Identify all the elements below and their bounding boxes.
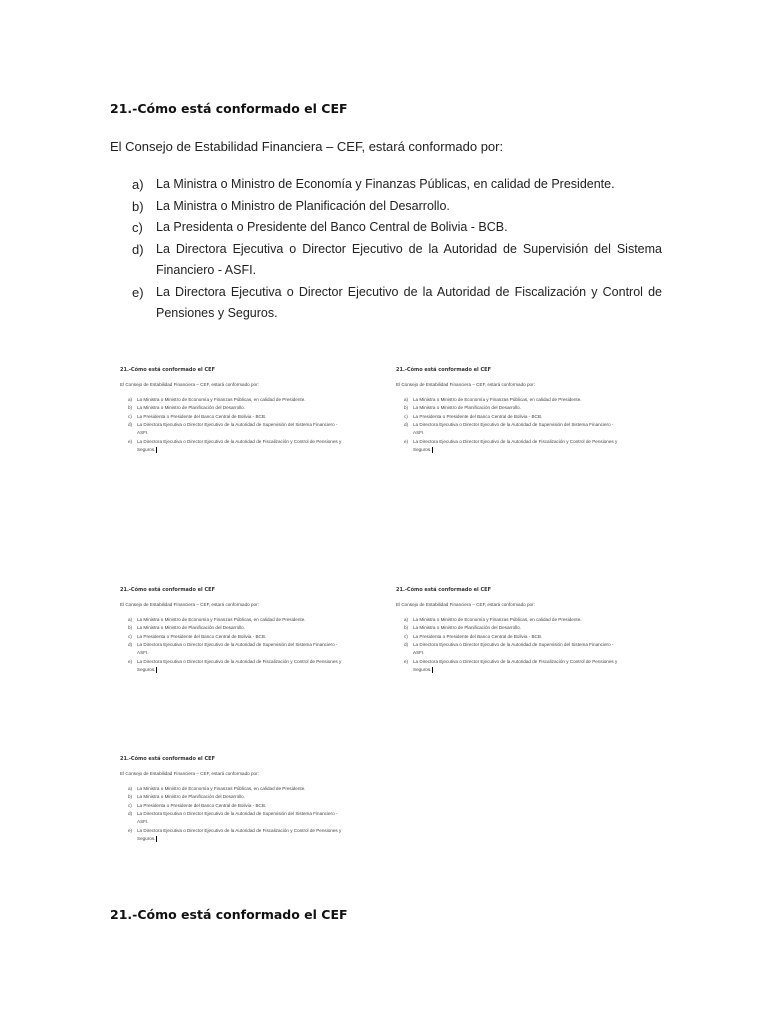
thumbnail-list-item <box>128 658 345 675</box>
thumbnail-list-marker: d) <box>128 811 133 817</box>
list-item <box>132 239 662 282</box>
thumbnail-5 <box>120 755 345 844</box>
thumbnail-list-item <box>404 641 621 658</box>
thumbnail-4 <box>396 586 621 675</box>
thumbnail-list-marker: e) <box>128 827 133 833</box>
thumbnail-list-item <box>404 404 621 412</box>
thumbnail-list-text: La Directora Ejecutiva o Director Ejecutivo de la Autoridad de Fiscalización y Control de Pensiones y Seguros. <box>137 658 342 673</box>
thumbnail-list-text: La Presidenta o Presidente del Banco Central de Bolivia - BCB. <box>413 413 543 419</box>
thumbnail-list-marker: e) <box>404 438 409 444</box>
thumbnail-3 <box>120 586 345 675</box>
thumbnail-list-item <box>128 802 345 810</box>
thumbnail-list-text: La Ministra o Ministro de Economía y Finanzas Públicas, en calidad de Presidente. <box>137 396 306 402</box>
thumbnail-list-text: La Directora Ejecutiva o Director Ejecutivo de la Autoridad de Fiscalización y Control de Pensiones y Seguros. <box>137 827 342 842</box>
thumbnail-list <box>128 616 345 675</box>
thumbnail-list-text: La Directora Ejecutiva o Director Ejecutivo de la Autoridad de Fiscalización y Control de Pensiones y Seguros. <box>413 438 618 453</box>
thumbnail-2 <box>396 366 621 455</box>
thumbnail-list-marker: c) <box>404 633 408 639</box>
text-cursor <box>156 836 157 842</box>
thumbnail-list-item <box>128 785 345 793</box>
list-item-text: La Presidenta o Presidente del Banco Central de Bolivia - BCB. <box>156 220 508 234</box>
text-cursor <box>156 667 157 673</box>
thumbnail-list-item <box>404 438 621 455</box>
section-heading: 21.-Cómo está conformado el CEF <box>110 101 348 116</box>
thumbnail-intro: El Consejo de Estabilidad Financiera – CEF, estará conformado por: <box>396 602 535 608</box>
thumbnail-intro: El Consejo de Estabilidad Financiera – CEF, estará conformado por: <box>120 382 259 388</box>
thumbnail-heading: 21.-Cómo está conformado el CEF <box>120 367 216 373</box>
thumbnail-list-marker: a) <box>128 616 133 622</box>
thumbnail-list-text: La Directora Ejecutiva o Director Ejecutivo de la Autoridad de Supervisión del Sistema Financiero - ASFI. <box>137 811 338 825</box>
thumbnail-list-item <box>128 413 345 421</box>
bottom-section-heading: 21.-Cómo está conformado el CEF <box>110 907 348 922</box>
thumbnail-list-marker: b) <box>128 405 133 411</box>
thumbnail-list-text: La Directora Ejecutiva o Director Ejecutivo de la Autoridad de Supervisión del Sistema Financiero - ASFI. <box>137 642 338 656</box>
thumbnail-list-marker: b) <box>128 625 133 631</box>
thumbnail-list <box>404 396 621 455</box>
thumbnail-list-item <box>404 413 621 421</box>
intro-paragraph: El Consejo de Estabilidad Financiera – CEF, estará conformado por: <box>110 139 504 154</box>
thumbnail-list-text: La Ministra o Ministro de Planificación del Desarrollo. <box>137 794 246 800</box>
thumbnail-list-marker: e) <box>128 658 133 664</box>
thumbnail-list-marker: a) <box>404 396 409 402</box>
list-item <box>132 282 662 325</box>
thumbnail-list-item <box>128 810 345 827</box>
thumbnail-intro: El Consejo de Estabilidad Financiera – CEF, estará conformado por: <box>120 771 259 777</box>
thumbnail-list-marker: e) <box>128 438 133 444</box>
thumbnail-heading: 21.-Cómo está conformado el CEF <box>120 756 216 762</box>
thumbnail-list-text: La Directora Ejecutiva o Director Ejecutivo de la Autoridad de Supervisión del Sistema Financiero - ASFI. <box>413 422 614 436</box>
thumbnail-list-item <box>128 793 345 801</box>
thumbnail-list-text: La Presidenta o Presidente del Banco Central de Bolivia - BCB. <box>413 633 543 639</box>
thumbnail-list <box>128 396 345 455</box>
list-item <box>132 196 662 218</box>
thumbnail-list-text: La Ministra o Ministro de Economía y Finanzas Públicas, en calidad de Presidente. <box>137 785 306 791</box>
text-cursor <box>432 667 433 673</box>
thumbnail-1 <box>120 366 345 455</box>
list-marker: c) <box>132 220 143 235</box>
thumbnail-list-text: La Presidenta o Presidente del Banco Central de Bolivia - BCB. <box>137 633 267 639</box>
thumbnail-list-text: La Presidenta o Presidente del Banco Central de Bolivia - BCB. <box>137 413 267 419</box>
thumbnail-heading: 21.-Cómo está conformado el CEF <box>396 367 492 373</box>
thumbnail-list-marker: d) <box>128 422 133 428</box>
thumbnail-list-item <box>128 396 345 404</box>
thumbnail-list-item <box>128 827 345 844</box>
thumbnail-list-text: La Presidenta o Presidente del Banco Central de Bolivia - BCB. <box>137 802 267 808</box>
thumbnail-heading: 21.-Cómo está conformado el CEF <box>396 587 492 593</box>
list-item-text: La Directora Ejecutiva o Director Ejecutivo de la Autoridad de Supervisión del Sistema Financiero - ASFI. <box>156 241 662 277</box>
thumbnail-list-text: La Ministra o Ministro de Economía y Finanzas Públicas, en calidad de Presidente. <box>413 396 582 402</box>
thumbnail-list-marker: d) <box>128 642 133 648</box>
thumbnail-list-marker: b) <box>128 794 133 800</box>
thumbnail-list-text: La Directora Ejecutiva o Director Ejecutivo de la Autoridad de Supervisión del Sistema Financiero - ASFI. <box>413 642 614 656</box>
list-item-text: La Ministra o Ministro de Economía y Finanzas Públicas, en calidad de Presidente. <box>156 177 615 191</box>
thumbnail-list-item <box>404 396 621 404</box>
thumbnail-list-marker: c) <box>128 413 132 419</box>
thumbnail-list-item <box>128 616 345 624</box>
list-item <box>132 217 662 239</box>
thumbnail-list-item <box>128 421 345 438</box>
thumbnail-list-text: La Directora Ejecutiva o Director Ejecutivo de la Autoridad de Supervisión del Sistema Financiero - ASFI. <box>137 422 338 436</box>
thumbnail-list-marker: a) <box>404 616 409 622</box>
thumbnail-list-text: La Ministra o Ministro de Planificación del Desarrollo. <box>413 405 522 411</box>
thumbnail-list-text: La Directora Ejecutiva o Director Ejecutivo de la Autoridad de Fiscalización y Control de Pensiones y Seguros. <box>137 438 342 453</box>
thumbnail-list-item <box>404 616 621 624</box>
text-cursor <box>156 447 157 453</box>
thumbnail-list-marker: c) <box>404 413 408 419</box>
thumbnail-intro: El Consejo de Estabilidad Financiera – CEF, estará conformado por: <box>396 382 535 388</box>
thumbnail-list-item <box>128 633 345 641</box>
thumbnail-list-item <box>128 404 345 412</box>
thumbnail-list-text: La Ministra o Ministro de Planificación del Desarrollo. <box>413 625 522 631</box>
thumbnail-list <box>404 616 621 675</box>
thumbnail-list-marker: d) <box>404 422 409 428</box>
thumbnail-intro: El Consejo de Estabilidad Financiera – CEF, estará conformado por: <box>120 602 259 608</box>
thumbnail-list-item <box>128 438 345 455</box>
thumbnail-list-text: La Ministra o Ministro de Economía y Finanzas Públicas, en calidad de Presidente. <box>137 616 306 622</box>
list-marker: a) <box>132 177 144 192</box>
thumbnail-list-item <box>404 421 621 438</box>
thumbnail-list-text: La Ministra o Ministro de Planificación del Desarrollo. <box>137 405 246 411</box>
list-item-text: La Ministra o Ministro de Planificación del Desarrollo. <box>156 198 450 213</box>
thumbnail-list-item <box>128 624 345 632</box>
list-marker: b) <box>132 198 144 214</box>
thumbnail-list-marker: b) <box>404 405 409 411</box>
thumbnail-list-marker: a) <box>128 396 133 402</box>
thumbnail-list-marker: d) <box>404 642 409 648</box>
list-marker: d) <box>132 241 144 257</box>
thumbnail-list-text: La Directora Ejecutiva o Director Ejecutivo de la Autoridad de Fiscalización y Control de Pensiones y Seguros. <box>413 658 618 673</box>
list-item-text: La Directora Ejecutiva o Director Ejecutivo de la Autoridad de Fiscalización y Control de Pensiones y Seguros. <box>156 284 662 320</box>
thumbnail-list-marker: e) <box>404 658 409 664</box>
members-list <box>132 174 662 325</box>
thumbnail-list-item <box>404 633 621 641</box>
thumbnail-heading: 21.-Cómo está conformado el CEF <box>120 587 216 593</box>
text-cursor <box>432 447 433 453</box>
thumbnail-list-item <box>404 624 621 632</box>
thumbnail-list-marker: a) <box>128 785 133 791</box>
thumbnail-list-item <box>128 641 345 658</box>
thumbnail-list-marker: c) <box>128 633 132 639</box>
thumbnail-list-text: La Ministra o Ministro de Economía y Finanzas Públicas, en calidad de Presidente. <box>413 616 582 622</box>
thumbnail-list <box>128 785 345 844</box>
thumbnail-list-marker: b) <box>404 625 409 631</box>
thumbnail-list-item <box>404 658 621 675</box>
thumbnail-list-text: La Ministra o Ministro de Planificación del Desarrollo. <box>137 625 246 631</box>
list-item <box>132 174 662 196</box>
list-marker: e) <box>132 284 144 300</box>
thumbnail-list-marker: c) <box>128 802 132 808</box>
